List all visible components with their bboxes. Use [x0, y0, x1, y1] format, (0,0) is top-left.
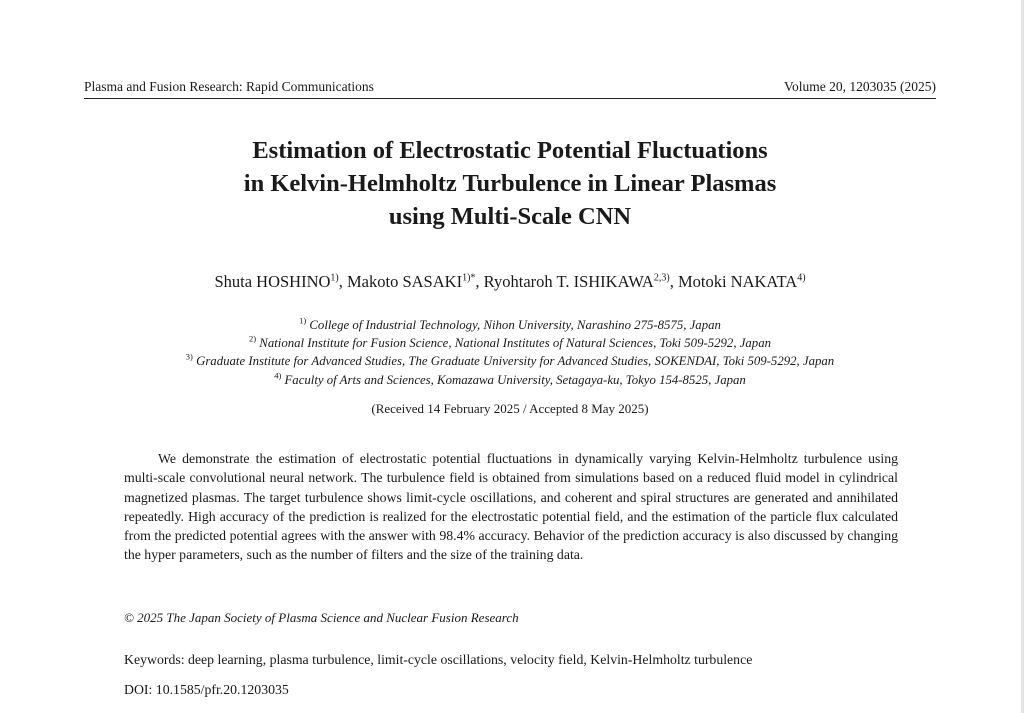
affiliation	[84, 316, 936, 334]
author-name: Makoto SASAKI	[347, 272, 463, 291]
title-line-2: in Kelvin-Helmholtz Turbulence in Linear Plasmas	[243, 170, 777, 197]
affiliation-mark: 1)	[299, 315, 307, 326]
affiliation	[84, 352, 936, 370]
author-name: Motoki NAKATA	[677, 272, 798, 291]
keywords: Keywords: deep learning, plasma turbulence, limit-cycle oscillations, velocity field, Kelvin-Helmholtz turbulence	[124, 652, 753, 667]
author-name: Shuta HOSHINO	[214, 272, 331, 291]
author-separator: ,	[475, 272, 484, 291]
title-line-1: Estimation of Electrostatic Potential Fluctuations	[252, 137, 768, 164]
author	[214, 272, 347, 291]
affiliation-list	[84, 316, 936, 389]
affiliation-text: College of Industrial Technology, Nihon University, Narashino 275-8575, Japan	[306, 318, 721, 332]
author-affiliation-mark: 2,3)	[653, 272, 670, 284]
received-dates: (Received 14 February 2025 / Accepted 8 May 2025)	[371, 401, 649, 416]
running-header	[84, 78, 936, 99]
author	[347, 272, 484, 291]
affiliation-mark: 3)	[185, 352, 193, 363]
copyright-notice: © 2025 The Japan Society of Plasma Science and Nuclear Fusion Research	[124, 610, 519, 625]
title-line-3: using Multi-Scale CNN	[388, 203, 632, 230]
affiliation-text: National Institute for Fusion Science, National Institutes of Natural Sciences, Toki 509-5292, Japan	[256, 336, 771, 351]
author-affiliation-mark: 1)	[330, 272, 339, 284]
affiliation-text: Graduate Institute for Advanced Studies, The Graduate University for Advanced Studies, SOKENDAI, Toki 509-5292, Japan	[192, 354, 835, 369]
author	[678, 272, 806, 291]
author-affiliation-mark: 1)*	[462, 272, 476, 284]
volume-info: Volume 20, 1203035 (2025)	[784, 79, 936, 94]
journal-name: Plasma and Fusion Research: Rapid Communications	[84, 79, 374, 94]
author-list	[84, 271, 936, 293]
author-affiliation-mark: 4)	[797, 272, 806, 284]
affiliation-text: Faculty of Arts and Sciences, Komazawa University, Setagaya-ku, Tokyo 154-8525, Japan	[281, 372, 746, 387]
author	[484, 272, 678, 291]
affiliation-mark: 4)	[274, 370, 282, 381]
affiliation	[84, 334, 936, 352]
paper-title	[84, 134, 936, 233]
abstract: We demonstrate the estimation of electrostatic potential fluctuations in dynamically varying Kelvin-Helmholtz turbulence using multi-scale convolutional neural network. The turbulence field is obtained from simulations based on a reduced fluid model in cylindrical magnetized plasmas. The target turbulence shows limit-cycle oscillations, and coherent and spiral structures are generated and annihilated repeatedly. High accuracy of the prediction is realized for the electrostatic potential field, and the estimation of the particle flux calculated from the predicted potential agrees with the answer with 98.4% accuracy. Behavior of the prediction accuracy is also discussed by changing the hyper parameters, such as the number of filters and the size of the training data.	[124, 451, 898, 563]
affiliation	[84, 371, 936, 389]
author-separator: ,	[338, 272, 348, 291]
doi[interactable]: DOI: 10.1585/pfr.20.1203035	[124, 682, 289, 697]
affiliation-mark: 2)	[248, 333, 257, 344]
author-separator: ,	[669, 272, 678, 291]
author-name: Ryohtaroh T. ISHIKAWA	[483, 272, 654, 291]
